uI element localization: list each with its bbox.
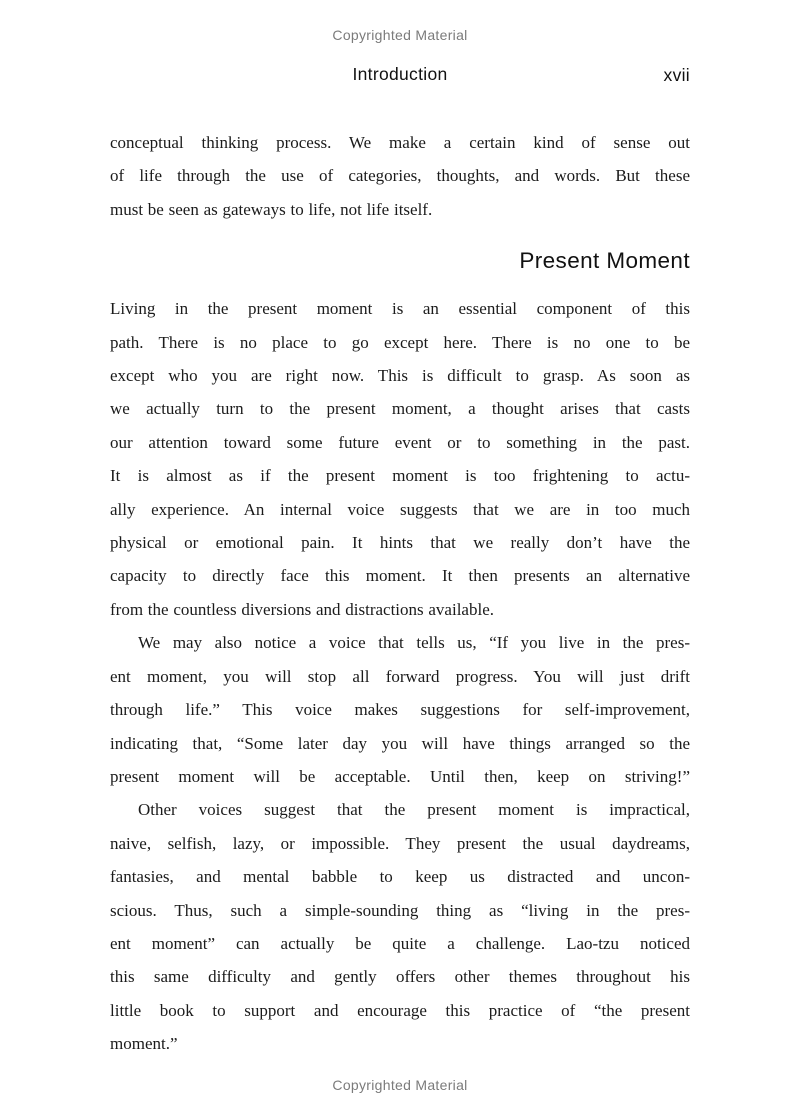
section-heading: Present Moment — [519, 248, 690, 274]
text-line: naive, selfish, lazy, or impossible. They present the usual daydreams, — [110, 833, 690, 853]
copyright-notice-top: Copyrighted Material — [332, 27, 468, 43]
text-line: scious. Thus, such a simple-sounding thing as “living in the pres- — [110, 900, 690, 920]
text-line: ent moment” can actually be quite a challenge. Lao-tzu noticed — [110, 933, 690, 953]
text-line: ally experience. An internal voice suggests that we are in too much — [110, 499, 690, 519]
text-line: path. There is no place to go except here. There is no one to be — [110, 332, 690, 352]
paragraph — [110, 793, 690, 1060]
text-line: physical or emotional pain. It hints that we really don’t have the — [110, 533, 690, 553]
copyright-notice-bottom: Copyrighted Material — [332, 1077, 468, 1093]
chapter-title: Introduction — [352, 64, 448, 84]
text-line: through life.” This voice makes suggestions for self-improvement, — [110, 700, 690, 720]
text-line: indicating that, “Some later day you will have things arranged so the — [110, 733, 690, 753]
text-line: little book to support and encourage this practice of “the present — [110, 1000, 690, 1020]
text-line: this same difficulty and gently offers other themes throughout his — [110, 967, 690, 987]
text-line: It is almost as if the present moment is too frightening to actu- — [110, 466, 690, 486]
text-line: from the countless diversions and distractions available. — [110, 599, 494, 619]
text-line: We may also notice a voice that tells us, “If you live in the pres- — [138, 633, 690, 653]
body-content — [110, 126, 690, 1061]
text-line: we actually turn to the present moment, a thought arises that casts — [110, 399, 690, 419]
running-head — [110, 64, 690, 90]
paragraph — [110, 126, 690, 226]
text-line: except who you are right now. This is difficult to grasp. As soon as — [110, 366, 690, 386]
paragraph — [110, 626, 690, 793]
paragraph — [110, 292, 690, 626]
text-line: must be seen as gateways to life, not life itself. — [110, 199, 433, 219]
text-line: of life through the use of categories, thoughts, and words. But these — [110, 166, 690, 186]
text-line: present moment will be acceptable. Until then, keep on striving!” — [110, 766, 690, 786]
text-line: moment.” — [110, 1034, 178, 1054]
text-line: fantasies, and mental babble to keep us distracted and uncon- — [110, 867, 690, 887]
text-line: conceptual thinking process. We make a certain kind of sense out — [110, 133, 690, 152]
text-line: ent moment, you will stop all forward progress. You will just drift — [110, 666, 690, 686]
text-line: Other voices suggest that the present moment is impractical, — [138, 800, 690, 820]
text-line: Living in the present moment is an essential component of this — [110, 299, 690, 319]
page-number: xvii — [663, 65, 690, 85]
text-line: capacity to directly face this moment. It then presents an alternative — [110, 566, 690, 586]
text-line: our attention toward some future event or to something in the past. — [110, 432, 690, 452]
